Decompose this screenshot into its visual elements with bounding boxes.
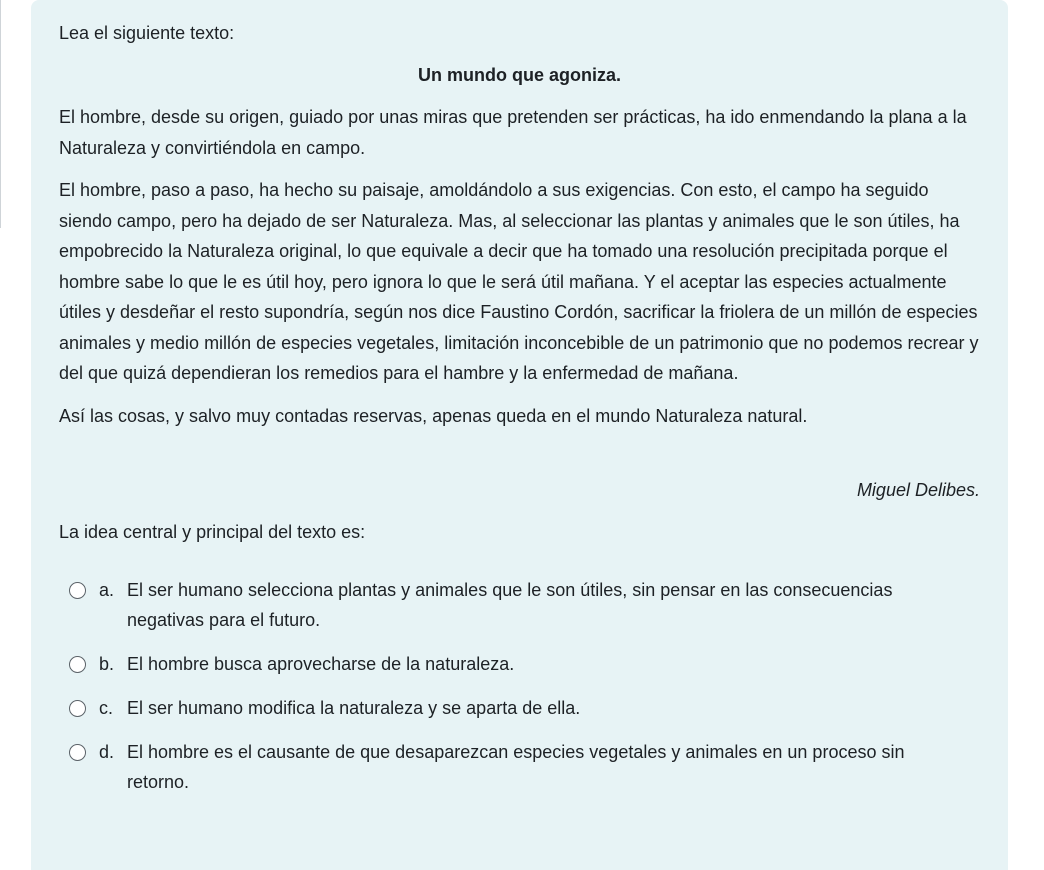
paragraph-1: El hombre, desde su origen, guiado por unas miras que pretenden ser prácticas, ha ido enmendando la plana a la Naturaleza y convirtiéndola en campo. [59, 107, 967, 158]
radio-option-a[interactable] [69, 582, 86, 599]
option-b[interactable] [59, 649, 980, 679]
text-title: Un mundo que agoniza. [418, 65, 621, 85]
option-text[interactable]: El hombre busca aprovecharse de la naturaleza. [127, 654, 515, 674]
option-text[interactable]: El ser humano modifica la naturaleza y se aparta de ella. [127, 698, 581, 718]
option-c[interactable] [59, 693, 980, 723]
radio-option-d[interactable] [69, 744, 86, 761]
option-d[interactable] [59, 737, 980, 797]
option-a[interactable] [59, 575, 980, 635]
radio-option-c[interactable] [69, 700, 86, 717]
question-card [31, 0, 1008, 870]
option-letter: a. [99, 580, 115, 600]
option-text[interactable]: El hombre es el causante de que desaparezcan especies vegetales y animales en un proceso sin retorno. [127, 742, 905, 792]
question-prompt: La idea central y principal del texto es: [59, 522, 366, 542]
option-text[interactable]: El ser humano selecciona plantas y animales que le son útiles, sin pensar en las consecuencias negativas para el futuro. [127, 580, 893, 630]
option-letter: c. [99, 698, 114, 718]
answer-options [59, 575, 980, 797]
left-divider [0, 0, 1, 228]
paragraph-2: El hombre, paso a paso, ha hecho su paisaje, amoldándolo a sus exigencias. Con esto, el campo ha seguido siendo campo, pero ha dejado de ser Naturaleza. Mas, al seleccionar las plantas y animales que le son útiles, ha empobrecido la Naturaleza original, lo que equivale a decir que ha tomado una resolución precipitada porque el hombre sabe lo que le es útil hoy, pero ignora lo que le será útil mañana. Y el aceptar las especies actualmente útiles y desdeñar el resto supondría, según nos dice Faustino Cordón, sacrificar la friolera de un millón de especies animales y medio millón de especies vegetales, limitación inconcebible de un patrimonio que no podemos recrear y del que quizá dependieran los remedios para el hambre y la enfermedad de mañana. [59, 180, 979, 383]
text-author: Miguel Delibes. [856, 480, 980, 500]
radio-option-b[interactable] [69, 656, 86, 673]
question-intro: Lea el siguiente texto: [59, 23, 235, 43]
option-letter: b. [99, 654, 115, 674]
option-letter: d. [99, 742, 115, 762]
paragraph-3: Así las cosas, y salvo muy contadas reservas, apenas queda en el mundo Naturaleza natural. [59, 405, 808, 426]
